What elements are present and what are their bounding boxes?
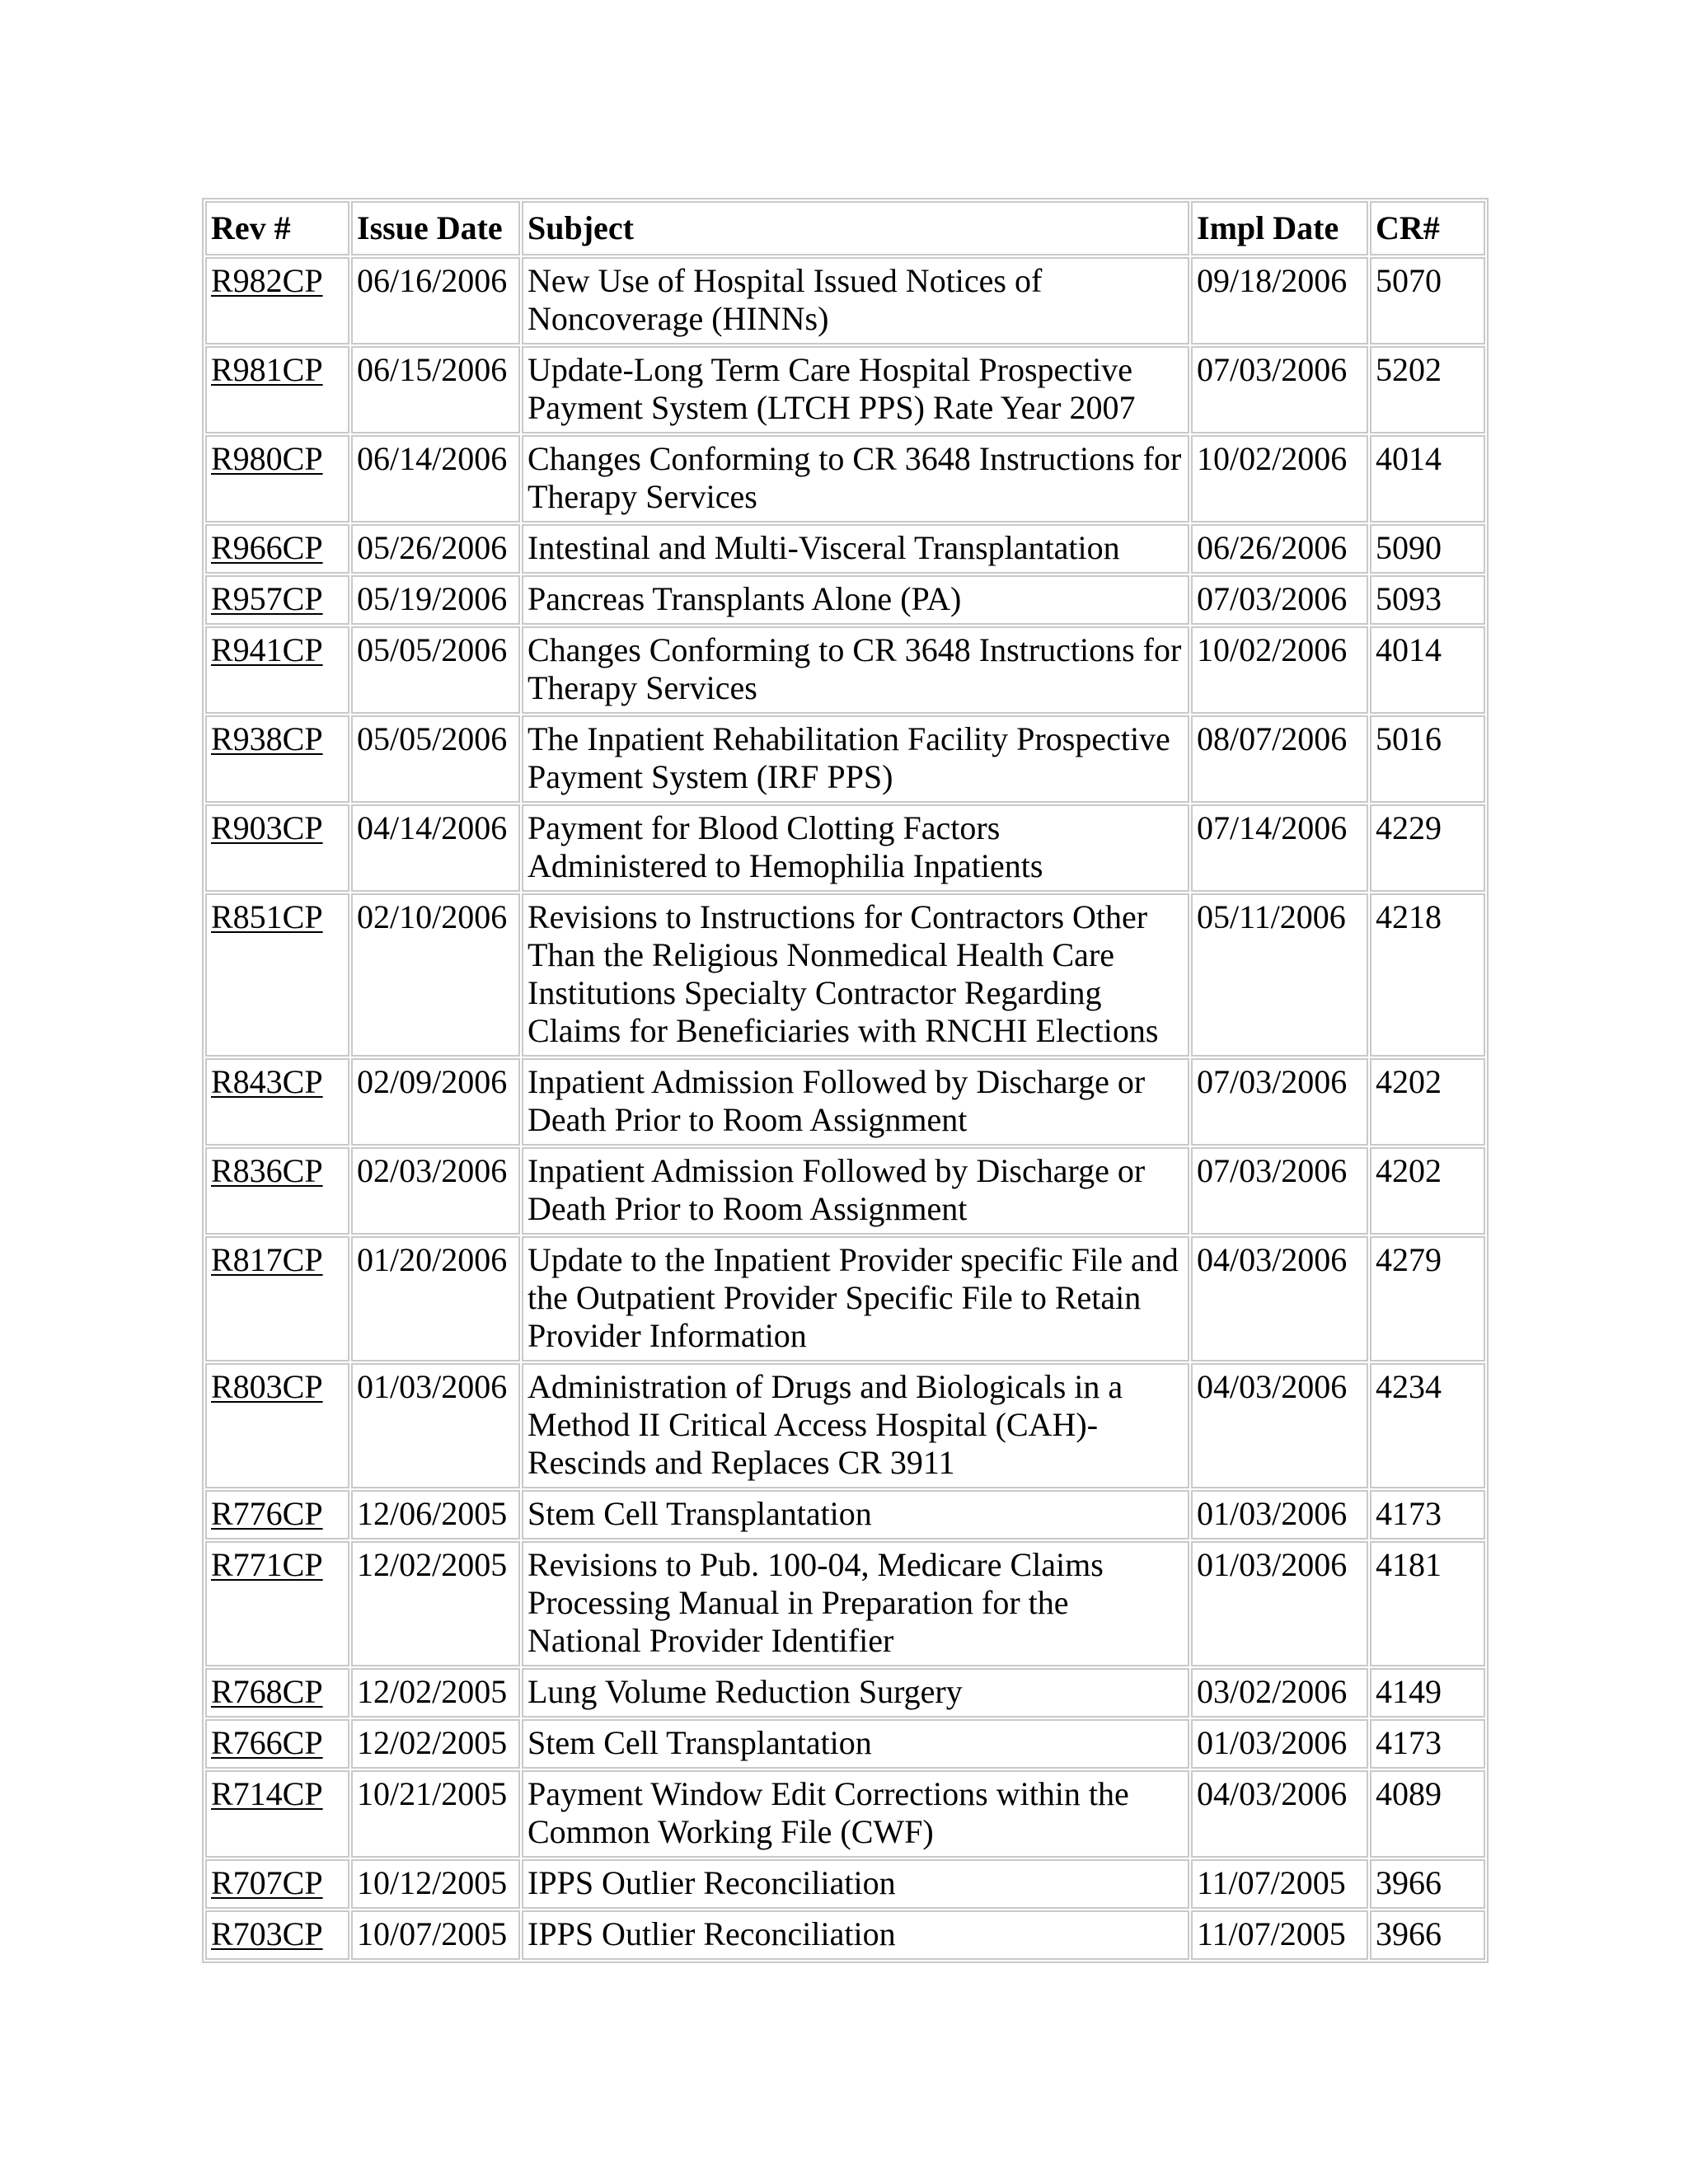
rev-link[interactable]: R803CP <box>211 1368 323 1405</box>
subject-cell: Payment for Blood Clotting Factors Administered to Hemophilia Inpatients <box>522 804 1189 892</box>
cr-cell: 3966 <box>1370 1910 1485 1960</box>
rev-cell <box>205 1770 349 1858</box>
rev-link[interactable]: R851CP <box>211 898 323 935</box>
table-row <box>205 1236 1485 1361</box>
subject-cell: Inpatient Admission Followed by Discharge or Death Prior to Room Assignment <box>522 1058 1189 1146</box>
rev-link[interactable]: R903CP <box>211 809 323 846</box>
rev-cell <box>205 626 349 714</box>
rev-cell <box>205 346 349 434</box>
header-cr: CR# <box>1370 201 1485 255</box>
issue-date-cell: 05/05/2006 <box>351 626 520 714</box>
impl-date-cell: 10/02/2006 <box>1191 626 1368 714</box>
rev-cell <box>205 1910 349 1960</box>
table-row <box>205 1668 1485 1718</box>
subject-cell: Stem Cell Transplantation <box>522 1719 1189 1769</box>
rev-link[interactable]: R938CP <box>211 720 323 757</box>
subject-cell: New Use of Hospital Issued Notices of Noncoverage (HINNs) <box>522 257 1189 344</box>
subject-cell: The Inpatient Rehabilitation Facility Prospective Payment System (IRF PPS) <box>522 715 1189 803</box>
subject-cell: Changes Conforming to CR 3648 Instructions for Therapy Services <box>522 626 1189 714</box>
rev-link[interactable]: R707CP <box>211 1864 323 1901</box>
cr-cell: 4218 <box>1370 893 1485 1057</box>
impl-date-cell: 03/02/2006 <box>1191 1668 1368 1718</box>
issue-date-cell: 02/03/2006 <box>351 1147 520 1235</box>
cr-cell: 5202 <box>1370 346 1485 434</box>
rev-link[interactable]: R981CP <box>211 351 323 388</box>
cr-cell: 4229 <box>1370 804 1485 892</box>
header-subject: Subject <box>522 201 1189 255</box>
rev-cell <box>205 1236 349 1361</box>
rev-link[interactable]: R714CP <box>211 1775 323 1812</box>
impl-date-cell: 06/26/2006 <box>1191 524 1368 574</box>
impl-date-cell: 05/11/2006 <box>1191 893 1368 1057</box>
header-issue-date: Issue Date <box>351 201 520 255</box>
issue-date-cell: 05/19/2006 <box>351 575 520 625</box>
table-row <box>205 1770 1485 1858</box>
rev-cell <box>205 1541 349 1666</box>
table-header-row <box>205 201 1485 255</box>
cr-cell: 4173 <box>1370 1490 1485 1540</box>
rev-cell <box>205 1058 349 1146</box>
impl-date-cell: 07/14/2006 <box>1191 804 1368 892</box>
rev-link[interactable]: R836CP <box>211 1152 323 1189</box>
table-row <box>205 1147 1485 1235</box>
rev-link[interactable]: R771CP <box>211 1546 323 1583</box>
issue-date-cell: 10/12/2005 <box>351 1859 520 1909</box>
rev-cell <box>205 575 349 625</box>
issue-date-cell: 06/15/2006 <box>351 346 520 434</box>
rev-link[interactable]: R843CP <box>211 1063 323 1100</box>
impl-date-cell: 04/03/2006 <box>1191 1236 1368 1361</box>
subject-cell: Update-Long Term Care Hospital Prospective Payment System (LTCH PPS) Rate Year 2007 <box>522 346 1189 434</box>
subject-cell: Revisions to Pub. 100-04, Medicare Claims Processing Manual in Preparation for the National Provider Identifier <box>522 1541 1189 1666</box>
cr-cell: 4234 <box>1370 1363 1485 1488</box>
impl-date-cell: 07/03/2006 <box>1191 1147 1368 1235</box>
subject-cell: Intestinal and Multi-Visceral Transplantation <box>522 524 1189 574</box>
table-row <box>205 715 1485 803</box>
rev-cell <box>205 524 349 574</box>
impl-date-cell: 07/03/2006 <box>1191 575 1368 625</box>
subject-cell: Inpatient Admission Followed by Discharge or Death Prior to Room Assignment <box>522 1147 1189 1235</box>
impl-date-cell: 08/07/2006 <box>1191 715 1368 803</box>
rev-link[interactable]: R768CP <box>211 1673 323 1710</box>
subject-cell: Changes Conforming to CR 3648 Instructions for Therapy Services <box>522 435 1189 523</box>
issue-date-cell: 12/02/2005 <box>351 1719 520 1769</box>
subject-cell: Revisions to Instructions for Contractors Other Than the Religious Nonmedical Health Care Institutions Specialty Contractor Regarding Claims for Beneficiaries with RNCHI Elections <box>522 893 1189 1057</box>
rev-link[interactable]: R966CP <box>211 529 323 566</box>
cr-cell: 4173 <box>1370 1719 1485 1769</box>
cr-cell: 4014 <box>1370 435 1485 523</box>
cr-cell: 4089 <box>1370 1770 1485 1858</box>
impl-date-cell: 07/03/2006 <box>1191 346 1368 434</box>
impl-date-cell: 01/03/2006 <box>1191 1490 1368 1540</box>
issue-date-cell: 02/09/2006 <box>351 1058 520 1146</box>
rev-cell <box>205 435 349 523</box>
issue-date-cell: 01/03/2006 <box>351 1363 520 1488</box>
revisions-table-container <box>202 198 1475 1963</box>
table-row <box>205 1719 1485 1769</box>
issue-date-cell: 02/10/2006 <box>351 893 520 1057</box>
header-rev: Rev # <box>205 201 349 255</box>
rev-link[interactable]: R957CP <box>211 580 323 617</box>
table-row <box>205 575 1485 625</box>
impl-date-cell: 07/03/2006 <box>1191 1058 1368 1146</box>
table-row <box>205 346 1485 434</box>
rev-cell <box>205 1147 349 1235</box>
rev-cell <box>205 893 349 1057</box>
rev-link[interactable]: R980CP <box>211 440 323 477</box>
impl-date-cell: 04/03/2006 <box>1191 1363 1368 1488</box>
table-row <box>205 257 1485 344</box>
rev-cell <box>205 1719 349 1769</box>
rev-link[interactable]: R941CP <box>211 631 323 668</box>
issue-date-cell: 01/20/2006 <box>351 1236 520 1361</box>
cr-cell: 5016 <box>1370 715 1485 803</box>
table-row <box>205 524 1485 574</box>
table-row <box>205 893 1485 1057</box>
issue-date-cell: 04/14/2006 <box>351 804 520 892</box>
cr-cell: 4202 <box>1370 1147 1485 1235</box>
issue-date-cell: 12/02/2005 <box>351 1541 520 1666</box>
rev-cell <box>205 1363 349 1488</box>
cr-cell: 3966 <box>1370 1859 1485 1909</box>
rev-link[interactable]: R817CP <box>211 1241 323 1278</box>
impl-date-cell: 01/03/2006 <box>1191 1541 1368 1666</box>
subject-cell: Stem Cell Transplantation <box>522 1490 1189 1540</box>
rev-cell <box>205 1668 349 1718</box>
table-row <box>205 626 1485 714</box>
rev-link[interactable]: R982CP <box>211 262 323 299</box>
impl-date-cell: 10/02/2006 <box>1191 435 1368 523</box>
subject-cell: Payment Window Edit Corrections within the Common Working File (CWF) <box>522 1770 1189 1858</box>
rev-link[interactable]: R703CP <box>211 1915 323 1952</box>
rev-cell <box>205 715 349 803</box>
cr-cell: 4181 <box>1370 1541 1485 1666</box>
table-row <box>205 1363 1485 1488</box>
header-impl-date: Impl Date <box>1191 201 1368 255</box>
rev-cell <box>205 804 349 892</box>
cr-cell: 4014 <box>1370 626 1485 714</box>
table-row <box>205 435 1485 523</box>
issue-date-cell: 06/14/2006 <box>351 435 520 523</box>
subject-cell: Lung Volume Reduction Surgery <box>522 1668 1189 1718</box>
impl-date-cell: 01/03/2006 <box>1191 1719 1368 1769</box>
table-row <box>205 1859 1485 1909</box>
impl-date-cell: 11/07/2005 <box>1191 1910 1368 1960</box>
impl-date-cell: 09/18/2006 <box>1191 257 1368 344</box>
table-row <box>205 1541 1485 1666</box>
subject-cell: Update to the Inpatient Provider specific File and the Outpatient Provider Specific File to Retain Provider Information <box>522 1236 1189 1361</box>
table-row <box>205 804 1485 892</box>
cr-cell: 4149 <box>1370 1668 1485 1718</box>
rev-cell <box>205 1490 349 1540</box>
issue-date-cell: 10/07/2005 <box>351 1910 520 1960</box>
cr-cell: 4279 <box>1370 1236 1485 1361</box>
issue-date-cell: 06/16/2006 <box>351 257 520 344</box>
subject-cell: Administration of Drugs and Biologicals in a Method II Critical Access Hospital (CAH)-Rescinds and Replaces CR 3911 <box>522 1363 1189 1488</box>
cr-cell: 5070 <box>1370 257 1485 344</box>
subject-cell: IPPS Outlier Reconciliation <box>522 1910 1189 1960</box>
table-body <box>205 257 1485 1960</box>
issue-date-cell: 10/21/2005 <box>351 1770 520 1858</box>
subject-cell: Pancreas Transplants Alone (PA) <box>522 575 1189 625</box>
table-row <box>205 1058 1485 1146</box>
impl-date-cell: 11/07/2005 <box>1191 1859 1368 1909</box>
revisions-table <box>202 198 1489 1963</box>
table-row <box>205 1490 1485 1540</box>
issue-date-cell: 12/06/2005 <box>351 1490 520 1540</box>
rev-link[interactable]: R766CP <box>211 1724 323 1761</box>
cr-cell: 5090 <box>1370 524 1485 574</box>
rev-cell <box>205 1859 349 1909</box>
impl-date-cell: 04/03/2006 <box>1191 1770 1368 1858</box>
cr-cell: 4202 <box>1370 1058 1485 1146</box>
table-row <box>205 1910 1485 1960</box>
rev-cell <box>205 257 349 344</box>
subject-cell: IPPS Outlier Reconciliation <box>522 1859 1189 1909</box>
rev-link[interactable]: R776CP <box>211 1495 323 1532</box>
cr-cell: 5093 <box>1370 575 1485 625</box>
issue-date-cell: 05/05/2006 <box>351 715 520 803</box>
issue-date-cell: 05/26/2006 <box>351 524 520 574</box>
issue-date-cell: 12/02/2005 <box>351 1668 520 1718</box>
